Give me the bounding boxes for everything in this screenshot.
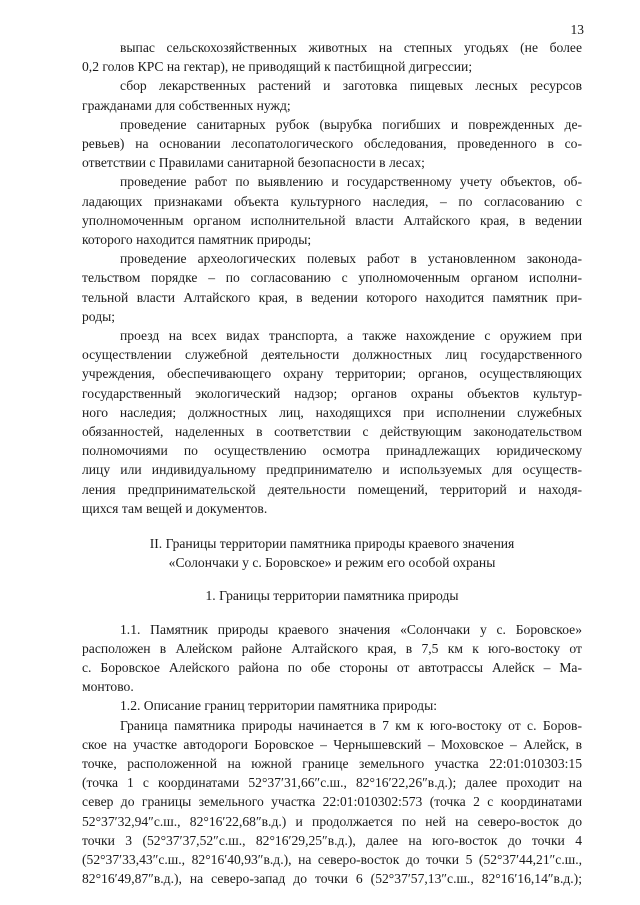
text-line: лицу или индивидуальному предпринимателю и используемых для осуществ- (82, 462, 582, 478)
text-line: щихся там вещей и документов. (82, 500, 268, 516)
text-line: проведение археологических полевых работ в установленном законода- (120, 251, 582, 267)
page-number: 13 (570, 22, 584, 37)
text-line: 52°37′32,94″с.ш., 82°16′22,68″в.д.) и продолжается по ней на северо-восток до (82, 813, 582, 829)
text-line: ревьев) на основании лесопатологического обследования, проведенного в со- (82, 136, 582, 151)
text-line: ления предпринимательской деятельности помещений, территорий и находя- (82, 481, 582, 497)
text-line: проезд на всех видах транспорта, а также нахождение с оружием при (120, 328, 582, 343)
text-line: север до границы земельного участка 22:01:010302:573 (точка 2 с координатами (82, 794, 582, 810)
text-line: монтово. (82, 679, 134, 695)
text-line: (точка 1 с координатами 52°37′31,66″с.ш., 82°16′22,26″в.д.); далее проходит на (82, 775, 582, 791)
text-line: проведение работ по выявлению и государственному учету объектов, об- (120, 174, 582, 190)
text-line: 1.1. Памятник природы краевого значения «Солончаки у с. Боровское» (120, 621, 582, 637)
text-line: тельной власти Алтайского края, в ведении которого находится памятник при- (82, 289, 582, 305)
text-line: 1.2. Описание границ территории памятника природы: (120, 698, 438, 714)
subsection-heading: 1. Границы территории памятника природы (205, 588, 459, 604)
text-line: государственный экологический надзор; органов охраны объектов культур- (82, 385, 582, 401)
text-line: обязанностей, наделенных в соответствии с действующим законодательством (82, 424, 582, 439)
section-heading: II. Границы территории памятника природы краевого значения (149, 536, 515, 551)
text-line: точки 3 (52°37′37,52″с.ш., 82°16′29,25″в.д.), далее на юго-восток до точки 4 (82, 832, 582, 848)
text-line: выпас сельскохозяйственных животных на степных угодьях (не более (120, 40, 582, 55)
text-line: с. Боровское Алейского района по обе стороны от автотрассы Алейск – Ма- (82, 660, 582, 675)
text-line: ного наследия; должностных лиц, находящихся при исполнении служебных (82, 404, 582, 420)
text-line: тельством порядке – по согласованию с уполномоченным органом исполни- (82, 270, 582, 286)
text-line: проведение санитарных рубок (вырубка погибших и поврежденных де- (120, 116, 582, 132)
text-line: ское на участке автодороги Боровское – Чернышевский – Моховское – Алейск, в (82, 736, 582, 752)
text-line: 82°16′49,87″в.д.), на северо-запад до точки 6 (52°37′57,13″с.ш., 82°16′16,14″в.д.); (82, 871, 582, 887)
text-line: которого находится памятник природы; (82, 232, 312, 247)
text-line: расположен в Алейском районе Алтайского края, в 7,5 км к юго-востоку от (82, 640, 582, 656)
text-line: сбор лекарственных растений и заготовка пищевых лесных ресурсов (120, 78, 582, 94)
text-line: ответствии с Правилами санитарной безопасности в лесах; (82, 155, 425, 171)
text-line: 0,2 голов КРС на гектар), не приводящий к пастбищной дигрессии; (82, 59, 473, 75)
text-line: учреждения, обеспечивающего охрану территории; органов, осуществляющих (82, 366, 582, 382)
text-line: точке, расположенной на южной границе земельного участка 22:01:010303:15 (82, 756, 582, 771)
text-line: осуществлении служебной деятельности должностных лиц государственного (82, 347, 582, 363)
text-line: полномочиями по осуществлению осмотра принадлежащих юридическому (82, 443, 582, 459)
text-line: роды; (82, 308, 116, 324)
text-line: (52°37′33,43″с.ш., 82°16′40,93″в.д.), на северо-восток до точки 5 (52°37′44,21″с.ш., (82, 852, 582, 867)
text-line: уполномоченным органом исполнительной власти Алтайского края, в ведении (82, 212, 582, 228)
section-heading: «Солончаки у с. Боровское» и режим его особой охраны (168, 555, 496, 571)
text-line: Граница памятника природы начинается в 7 км к юго-востоку от с. Боров- (120, 717, 582, 733)
text-line: ладающих признаками объекта культурного наследия, – по согласованию с (82, 193, 582, 209)
text-line: гражданами для собственных нужд; (82, 97, 291, 113)
